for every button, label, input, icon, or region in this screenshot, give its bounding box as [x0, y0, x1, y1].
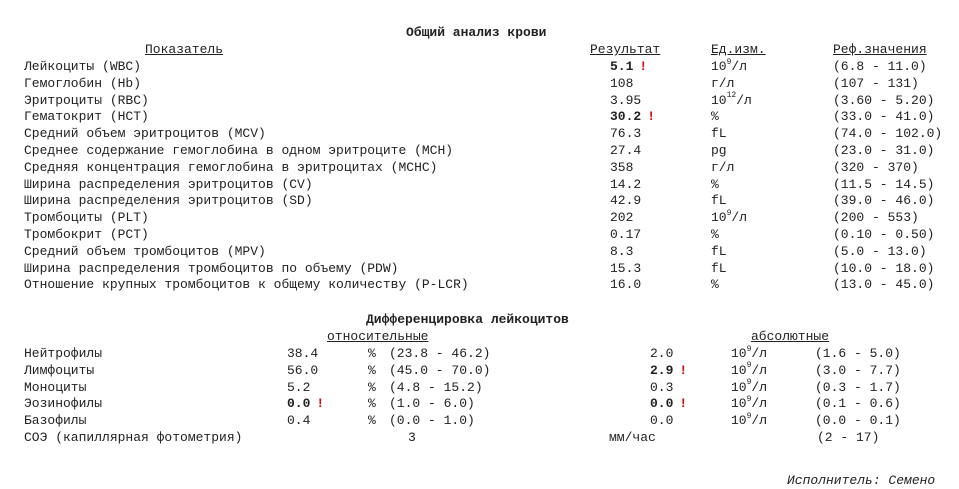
unit-tail: /л: [751, 379, 768, 395]
table-row: [0, 226, 959, 243]
row-ref: (107 - 131): [833, 75, 919, 91]
row-name: Эозинофилы: [24, 396, 103, 412]
abnormal-flag: !: [679, 396, 688, 412]
result-value: 0.17: [610, 227, 642, 242]
esr-name: СОЭ (капиллярная фотометрия): [24, 430, 243, 445]
row-name: Эритроциты (RBC): [24, 92, 149, 108]
report-title: Общий анализ крови: [406, 25, 547, 40]
result-value: 8.3: [610, 243, 634, 259]
absolute-number: 0.0: [650, 413, 674, 429]
row-name: Ширина распределения эритроцитов (SD): [24, 193, 313, 209]
absolute-number: 2.9: [650, 362, 674, 378]
table-row: [0, 260, 959, 277]
unit-exponent: 9: [746, 378, 752, 388]
table-row: [0, 345, 959, 362]
esr-unit: мм/час: [609, 430, 656, 445]
absolute-unit: [731, 395, 767, 412]
absolute-unit: [731, 362, 767, 379]
table-row: [0, 108, 959, 125]
row-name: Базофилы: [24, 413, 87, 429]
table-row: [0, 125, 959, 142]
row-name: Ширина распределения эритроцитов (CV): [24, 176, 313, 192]
header-absolute: абсолютные: [751, 329, 830, 344]
row-result: [610, 192, 641, 209]
esr-value: 3: [408, 430, 416, 445]
absolute-unit: [731, 379, 767, 396]
unit-tail: /л: [751, 346, 768, 361]
unit-exponent: 9: [746, 395, 752, 405]
relative-ref: (4.8 - 15.2): [389, 379, 483, 395]
absolute-ref: (3.0 - 7.7): [815, 362, 901, 378]
unit-base: fL: [711, 126, 727, 142]
unit-base: pg: [711, 143, 727, 158]
result-value: 5.1: [610, 59, 634, 74]
relative-value: [287, 379, 310, 396]
relative-value: [287, 345, 318, 362]
row-unit: [711, 226, 719, 243]
unit-base: 10: [711, 210, 727, 226]
result-value: 16.0: [610, 277, 642, 293]
row-name: Лейкоциты (WBC): [24, 59, 142, 74]
differential-title: Дифференцировка лейкоцитов: [366, 312, 569, 327]
table-row: [0, 142, 959, 159]
row-name: Нейтрофилы: [24, 346, 103, 361]
relative-unit: %: [368, 379, 376, 395]
absolute-number: 0.0: [650, 396, 674, 412]
absolute-number: 0.3: [650, 379, 674, 395]
row-unit: [711, 108, 719, 125]
relative-number: 0.4: [287, 413, 311, 429]
table-row: [0, 412, 959, 429]
esr-row: [0, 429, 959, 446]
table-row: [0, 395, 959, 412]
esr-ref: (2 - 17): [817, 430, 880, 445]
absolute-ref: (0.1 - 0.6): [815, 396, 901, 412]
absolute-value: [650, 379, 673, 396]
relative-ref: (45.0 - 70.0): [389, 362, 491, 378]
row-result: [610, 209, 633, 226]
row-unit: [711, 260, 727, 277]
header-unit: Ед.изм.: [711, 42, 766, 57]
row-ref: (33.0 - 41.0): [833, 109, 935, 125]
row-ref: (320 - 370): [833, 159, 919, 175]
row-result: [610, 142, 641, 159]
relative-ref: (0.0 - 1.0): [389, 413, 475, 429]
unit-tail: /л: [731, 59, 748, 74]
unit-exponent: 9: [726, 57, 732, 67]
result-value: 3.95: [610, 92, 642, 108]
abnormal-flag: !: [316, 396, 325, 412]
result-value: 358: [610, 159, 634, 175]
row-name: Среднее содержание гемоглобина в одном эритроците (MCH): [24, 143, 454, 158]
row-ref: (11.5 - 14.5): [833, 176, 935, 192]
relative-ref: (23.8 - 46.2): [389, 346, 491, 361]
table-row: [0, 209, 959, 226]
relative-ref: (1.0 - 6.0): [389, 396, 475, 412]
unit-tail: /л: [751, 413, 768, 429]
abnormal-flag: !: [647, 109, 656, 125]
row-unit: [711, 75, 734, 92]
table-row: [0, 75, 959, 92]
relative-number: 38.4: [287, 346, 319, 361]
unit-base: fL: [711, 193, 727, 209]
unit-exponent: 9: [746, 411, 752, 421]
relative-unit: %: [368, 346, 376, 361]
unit-exponent: 9: [746, 361, 752, 371]
row-ref: (39.0 - 46.0): [833, 193, 935, 209]
absolute-ref: (0.0 - 0.1): [815, 413, 901, 429]
row-result: [610, 243, 633, 260]
table-row: [0, 276, 959, 293]
table-row: [0, 362, 959, 379]
relative-value: [287, 395, 324, 412]
unit-base: 10: [731, 379, 747, 395]
table-row: [0, 92, 959, 109]
relative-unit: %: [368, 362, 376, 378]
header-name: Показатель: [145, 42, 224, 57]
row-ref: (0.10 - 0.50): [833, 227, 935, 242]
unit-tail: /л: [731, 210, 748, 226]
unit-base: 10: [731, 346, 747, 361]
table-row: [0, 379, 959, 396]
row-name: Средняя концентрация гемоглобина в эритроцитах (MCHC): [24, 159, 438, 175]
unit-base: %: [711, 227, 719, 242]
absolute-ref: (0.3 - 1.7): [815, 379, 901, 395]
unit-base: fL: [711, 260, 727, 276]
unit-tail: /л: [736, 92, 752, 108]
relative-value: [287, 412, 310, 429]
row-name: Моноциты: [24, 379, 87, 395]
row-unit: [711, 159, 734, 176]
row-ref: (5.0 - 13.0): [833, 243, 927, 259]
unit-exponent: 9: [746, 344, 752, 354]
row-name: Средний объем тромбоцитов (MPV): [24, 243, 266, 259]
row-unit: [711, 209, 747, 226]
unit-base: %: [711, 176, 719, 192]
relative-unit: %: [368, 396, 376, 412]
row-result: [610, 125, 641, 142]
absolute-value: [650, 345, 673, 362]
unit-base: 10: [731, 362, 747, 378]
absolute-value: [650, 412, 673, 429]
row-result: [610, 108, 655, 125]
unit-base: 10: [711, 59, 727, 74]
row-name: Тромбокрит (PCT): [24, 227, 149, 242]
row-result: [610, 176, 641, 193]
row-name: Отношение крупных тромбоцитов к общему количеству (P-LCR): [24, 277, 469, 293]
unit-base: %: [711, 109, 719, 125]
row-name: Средний объем эритроцитов (MCV): [24, 126, 266, 142]
unit-tail: /л: [751, 362, 768, 378]
row-unit: [711, 176, 719, 193]
result-value: 15.3: [610, 260, 642, 276]
unit-exponent: 9: [726, 208, 732, 218]
unit-base: 10: [711, 92, 727, 108]
header-ref: Реф.значения: [833, 42, 927, 57]
relative-number: 0.0: [287, 396, 311, 412]
row-result: [610, 226, 641, 243]
row-unit: [711, 92, 752, 109]
unit-tail: /л: [751, 396, 768, 412]
row-name: Лимфоциты: [24, 362, 95, 378]
abnormal-flag: !: [639, 59, 648, 74]
table-row: [0, 159, 959, 176]
row-ref: (74.0 - 102.0): [833, 126, 943, 142]
row-result: [610, 159, 633, 176]
header-result: Результат: [590, 42, 661, 57]
row-result: [610, 260, 641, 277]
row-name: Ширина распределения тромбоцитов по объему (PDW): [24, 260, 399, 276]
result-value: 42.9: [610, 193, 642, 209]
row-unit: [711, 142, 727, 159]
absolute-number: 2.0: [650, 346, 674, 361]
unit-base: %: [711, 277, 719, 293]
absolute-unit: [731, 345, 767, 362]
table-row: [0, 176, 959, 193]
row-ref: (200 - 553): [833, 210, 919, 226]
result-value: 14.2: [610, 176, 642, 192]
relative-value: [287, 362, 318, 379]
row-ref: (6.8 - 11.0): [833, 59, 927, 74]
table-row: [0, 243, 959, 260]
absolute-unit: [731, 412, 767, 429]
header-relative: относительные: [327, 329, 429, 344]
row-ref: (10.0 - 18.0): [833, 260, 935, 276]
executor-label: Исполнитель: Семено: [787, 473, 936, 488]
row-result: [610, 75, 633, 92]
unit-base: г/л: [711, 159, 735, 175]
absolute-value: [650, 362, 687, 379]
row-ref: (13.0 - 45.0): [833, 277, 935, 293]
row-result: [610, 276, 641, 293]
row-result: [610, 58, 647, 75]
relative-number: 56.0: [287, 362, 319, 378]
row-ref: (3.60 - 5.20): [833, 92, 935, 108]
unit-base: 10: [731, 396, 747, 412]
row-result: [610, 92, 641, 109]
absolute-value: [650, 395, 687, 412]
result-value: 27.4: [610, 143, 642, 158]
row-unit: [711, 125, 727, 142]
row-name: Гематокрит (HCT): [24, 109, 149, 125]
result-value: 76.3: [610, 126, 642, 142]
table-row: [0, 58, 959, 75]
result-value: 30.2: [610, 109, 642, 125]
row-unit: [711, 243, 727, 260]
row-unit: [711, 276, 719, 293]
relative-unit: %: [368, 413, 376, 429]
table-row: [0, 192, 959, 209]
unit-base: г/л: [711, 75, 735, 91]
abnormal-flag: !: [679, 362, 688, 378]
result-value: 202: [610, 210, 634, 226]
result-value: 108: [610, 75, 634, 91]
relative-number: 5.2: [287, 379, 311, 395]
unit-base: fL: [711, 243, 727, 259]
row-name: Гемоглобин (Hb): [24, 75, 142, 91]
unit-exponent: 12: [726, 91, 737, 101]
row-unit: [711, 192, 727, 209]
row-unit: [711, 58, 747, 75]
absolute-ref: (1.6 - 5.0): [815, 346, 901, 361]
row-name: Тромбоциты (PLT): [24, 210, 149, 226]
row-ref: (23.0 - 31.0): [833, 143, 935, 158]
unit-base: 10: [731, 413, 747, 429]
